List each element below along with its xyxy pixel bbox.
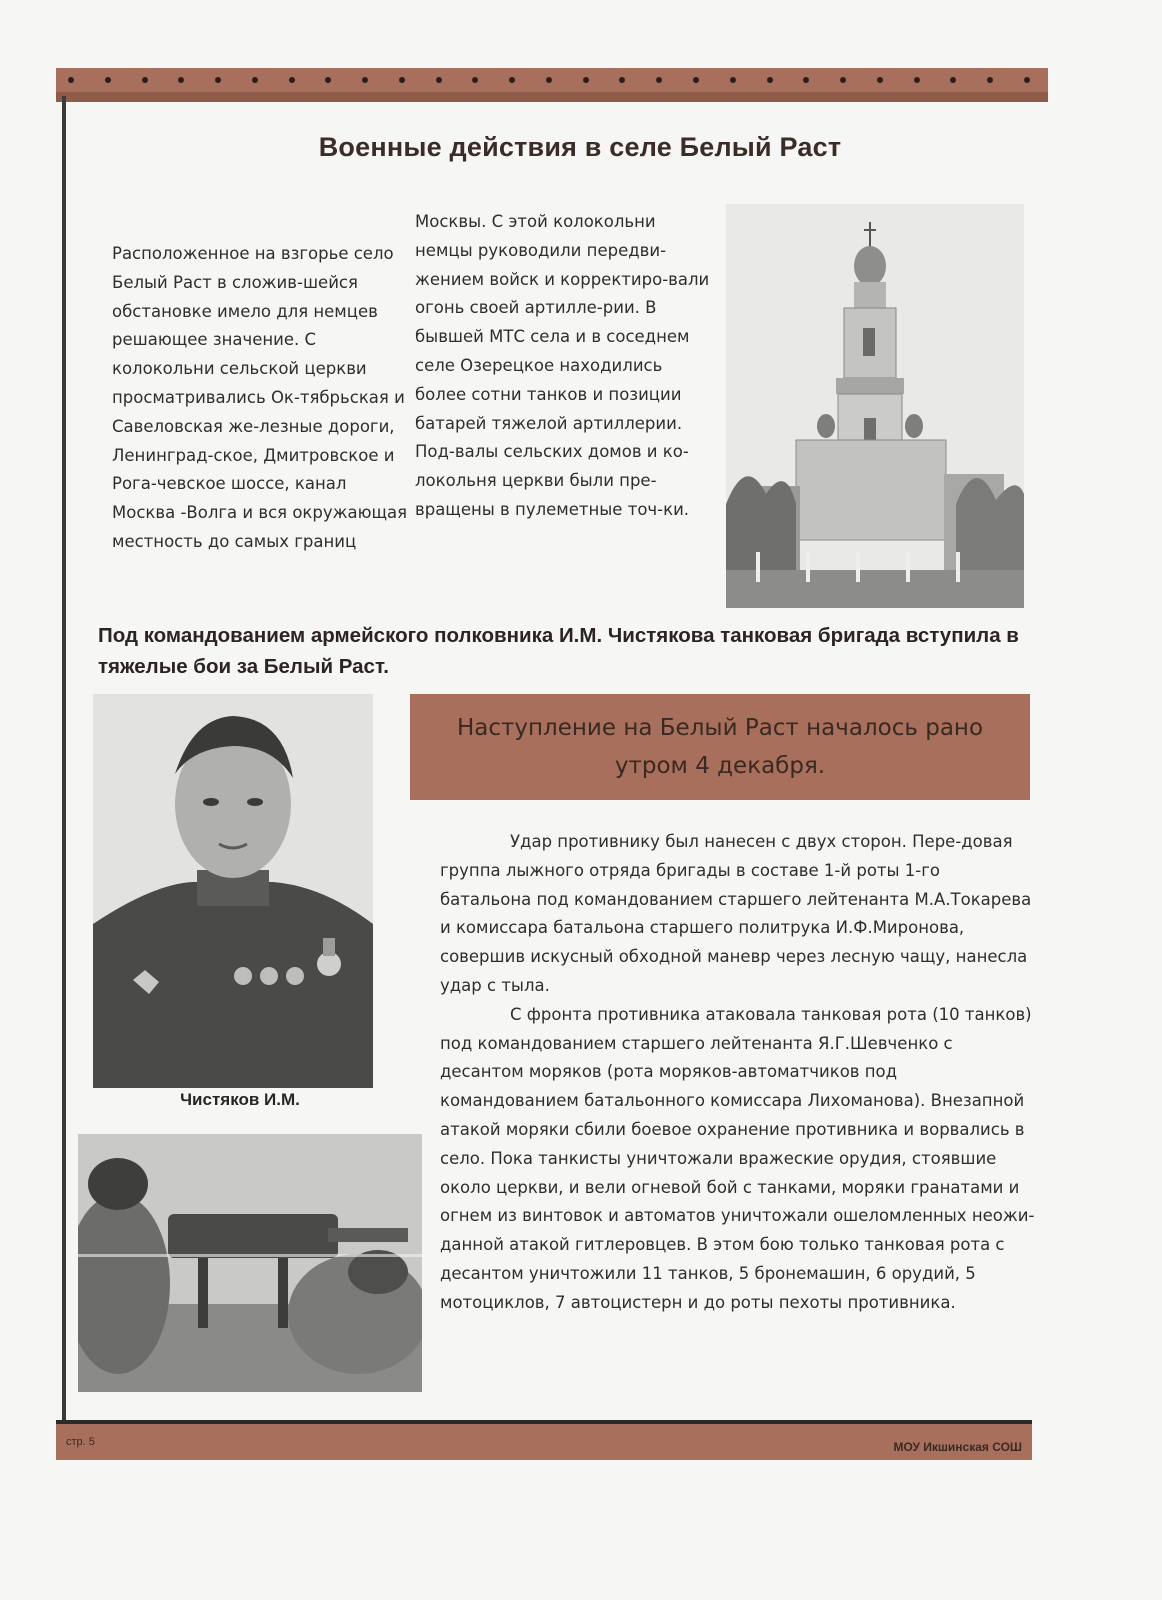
band-dot xyxy=(509,77,515,83)
band-dot xyxy=(178,77,184,83)
band-dot xyxy=(546,77,552,83)
church-photo xyxy=(726,204,1024,608)
page-title: Военные действия в селе Белый Раст xyxy=(318,132,842,162)
portrait-caption: Чистяков И.М. xyxy=(180,1090,300,1109)
band-dot xyxy=(619,77,625,83)
school-name: МОУ Икшинская СОШ xyxy=(893,1440,1022,1454)
band-dot xyxy=(399,77,405,83)
band-dot xyxy=(362,77,368,83)
footer-top-line xyxy=(56,1420,1032,1424)
band-dot xyxy=(693,77,699,83)
band-dot xyxy=(730,77,736,83)
band-dot xyxy=(914,77,920,83)
band-dot xyxy=(987,77,993,83)
band-dot xyxy=(105,77,111,83)
body-paragraph: С фронта противника атаковала танковая рота (10 танков) под командованием старшего лейтенанта Я.Г.Шевченко с десантом моряков (рота моряков-автоматчиков под командованием батальонного комиссара Лихоманова). Внезапной атакой моряки сбили боевое охранение противника и ворвались в село. Пока танкисты уничтожали вражеские орудия, стоявшие около церкви, и вели огневой бой с танками, моряки гранатами и огнем из винтовок и автоматов уничтожали ошеломленных неожи-данной атакой гитлеровцев. В этом бою только танковая рота с десантом уничтожили 11 танков, 5 бронемашин, 6 орудий, 5 мотоциклов, 7 автоцистерн и до роты пехоты противника. xyxy=(440,1004,1035,1312)
top-band-strip xyxy=(56,92,1048,102)
article-body xyxy=(440,828,1036,1318)
machine-gun-crew-photo xyxy=(78,1134,422,1392)
banner-text: Наступление на Белый Раст началось рано утром 4 декабря. xyxy=(456,715,984,779)
band-dot xyxy=(656,77,662,83)
band-dot xyxy=(472,77,478,83)
section-subheading: Под командованием армейского полковника И.М. Чистякова танковая бригада вступила в тяжелые бои за Белый Раст. xyxy=(98,624,1019,678)
left-vertical-rule xyxy=(62,96,66,1456)
portrait-photo xyxy=(93,694,373,1088)
intro-left-column: Расположенное на взгорье село Белый Раст в сложив-шейся обстановке имело для немцев решающее значение. С колокольни сельской церкви просматривались Ок-тябрьская и Савеловская же-лезные дороги, Ленинград-ское, Дмитровское и Рога-чевское шоссе, канал Москва -Волга и вся окружающая местность до самых границ xyxy=(112,244,408,551)
band-dot xyxy=(1024,77,1030,83)
body-paragraph: Удар противнику был нанесен с двух сторон. Пере-довая группа лыжного отряда бригады в составе 1-й роты 1-го батальона под командованием старшего лейтенанта М.А.Токарева и комиссара батальона старшего политрука И.Ф.Миронова, совершив искусный обходной маневр через лесную чащу, нанесла удар с тыла. xyxy=(440,832,1032,995)
band-dot xyxy=(252,77,258,83)
band-dot xyxy=(142,77,148,83)
band-dot xyxy=(767,77,773,83)
band-dot xyxy=(215,77,221,83)
page-number: стр. 5 xyxy=(66,1436,95,1448)
band-dot xyxy=(583,77,589,83)
band-dot xyxy=(325,77,331,83)
top-decorative-band xyxy=(56,68,1048,102)
footer-band xyxy=(56,1420,1032,1460)
band-dot xyxy=(68,77,74,83)
band-dot xyxy=(877,77,883,83)
highlight-banner xyxy=(410,694,1030,800)
band-dot xyxy=(840,77,846,83)
intro-middle-column: Москвы. С этой колокольни немцы руководили передви-жением войск и корректиро-вали огонь своей артилле-рии. В бывшей МТС села и в соседнем селе Озерецкое находились более сотни танков и позиции батарей тяжелой артиллерии. Под-валы сельских домов и ко-локольня церкви были пре-вращены в пулеметные точ-ки. xyxy=(415,212,710,519)
band-dot xyxy=(950,77,956,83)
portrait-illustration xyxy=(93,694,373,1088)
top-band-dots xyxy=(68,76,1030,84)
band-dot xyxy=(803,77,809,83)
band-dot xyxy=(289,77,295,83)
church-illustration xyxy=(726,204,1024,608)
machine-gun-illustration xyxy=(78,1134,422,1392)
band-dot xyxy=(436,77,442,83)
